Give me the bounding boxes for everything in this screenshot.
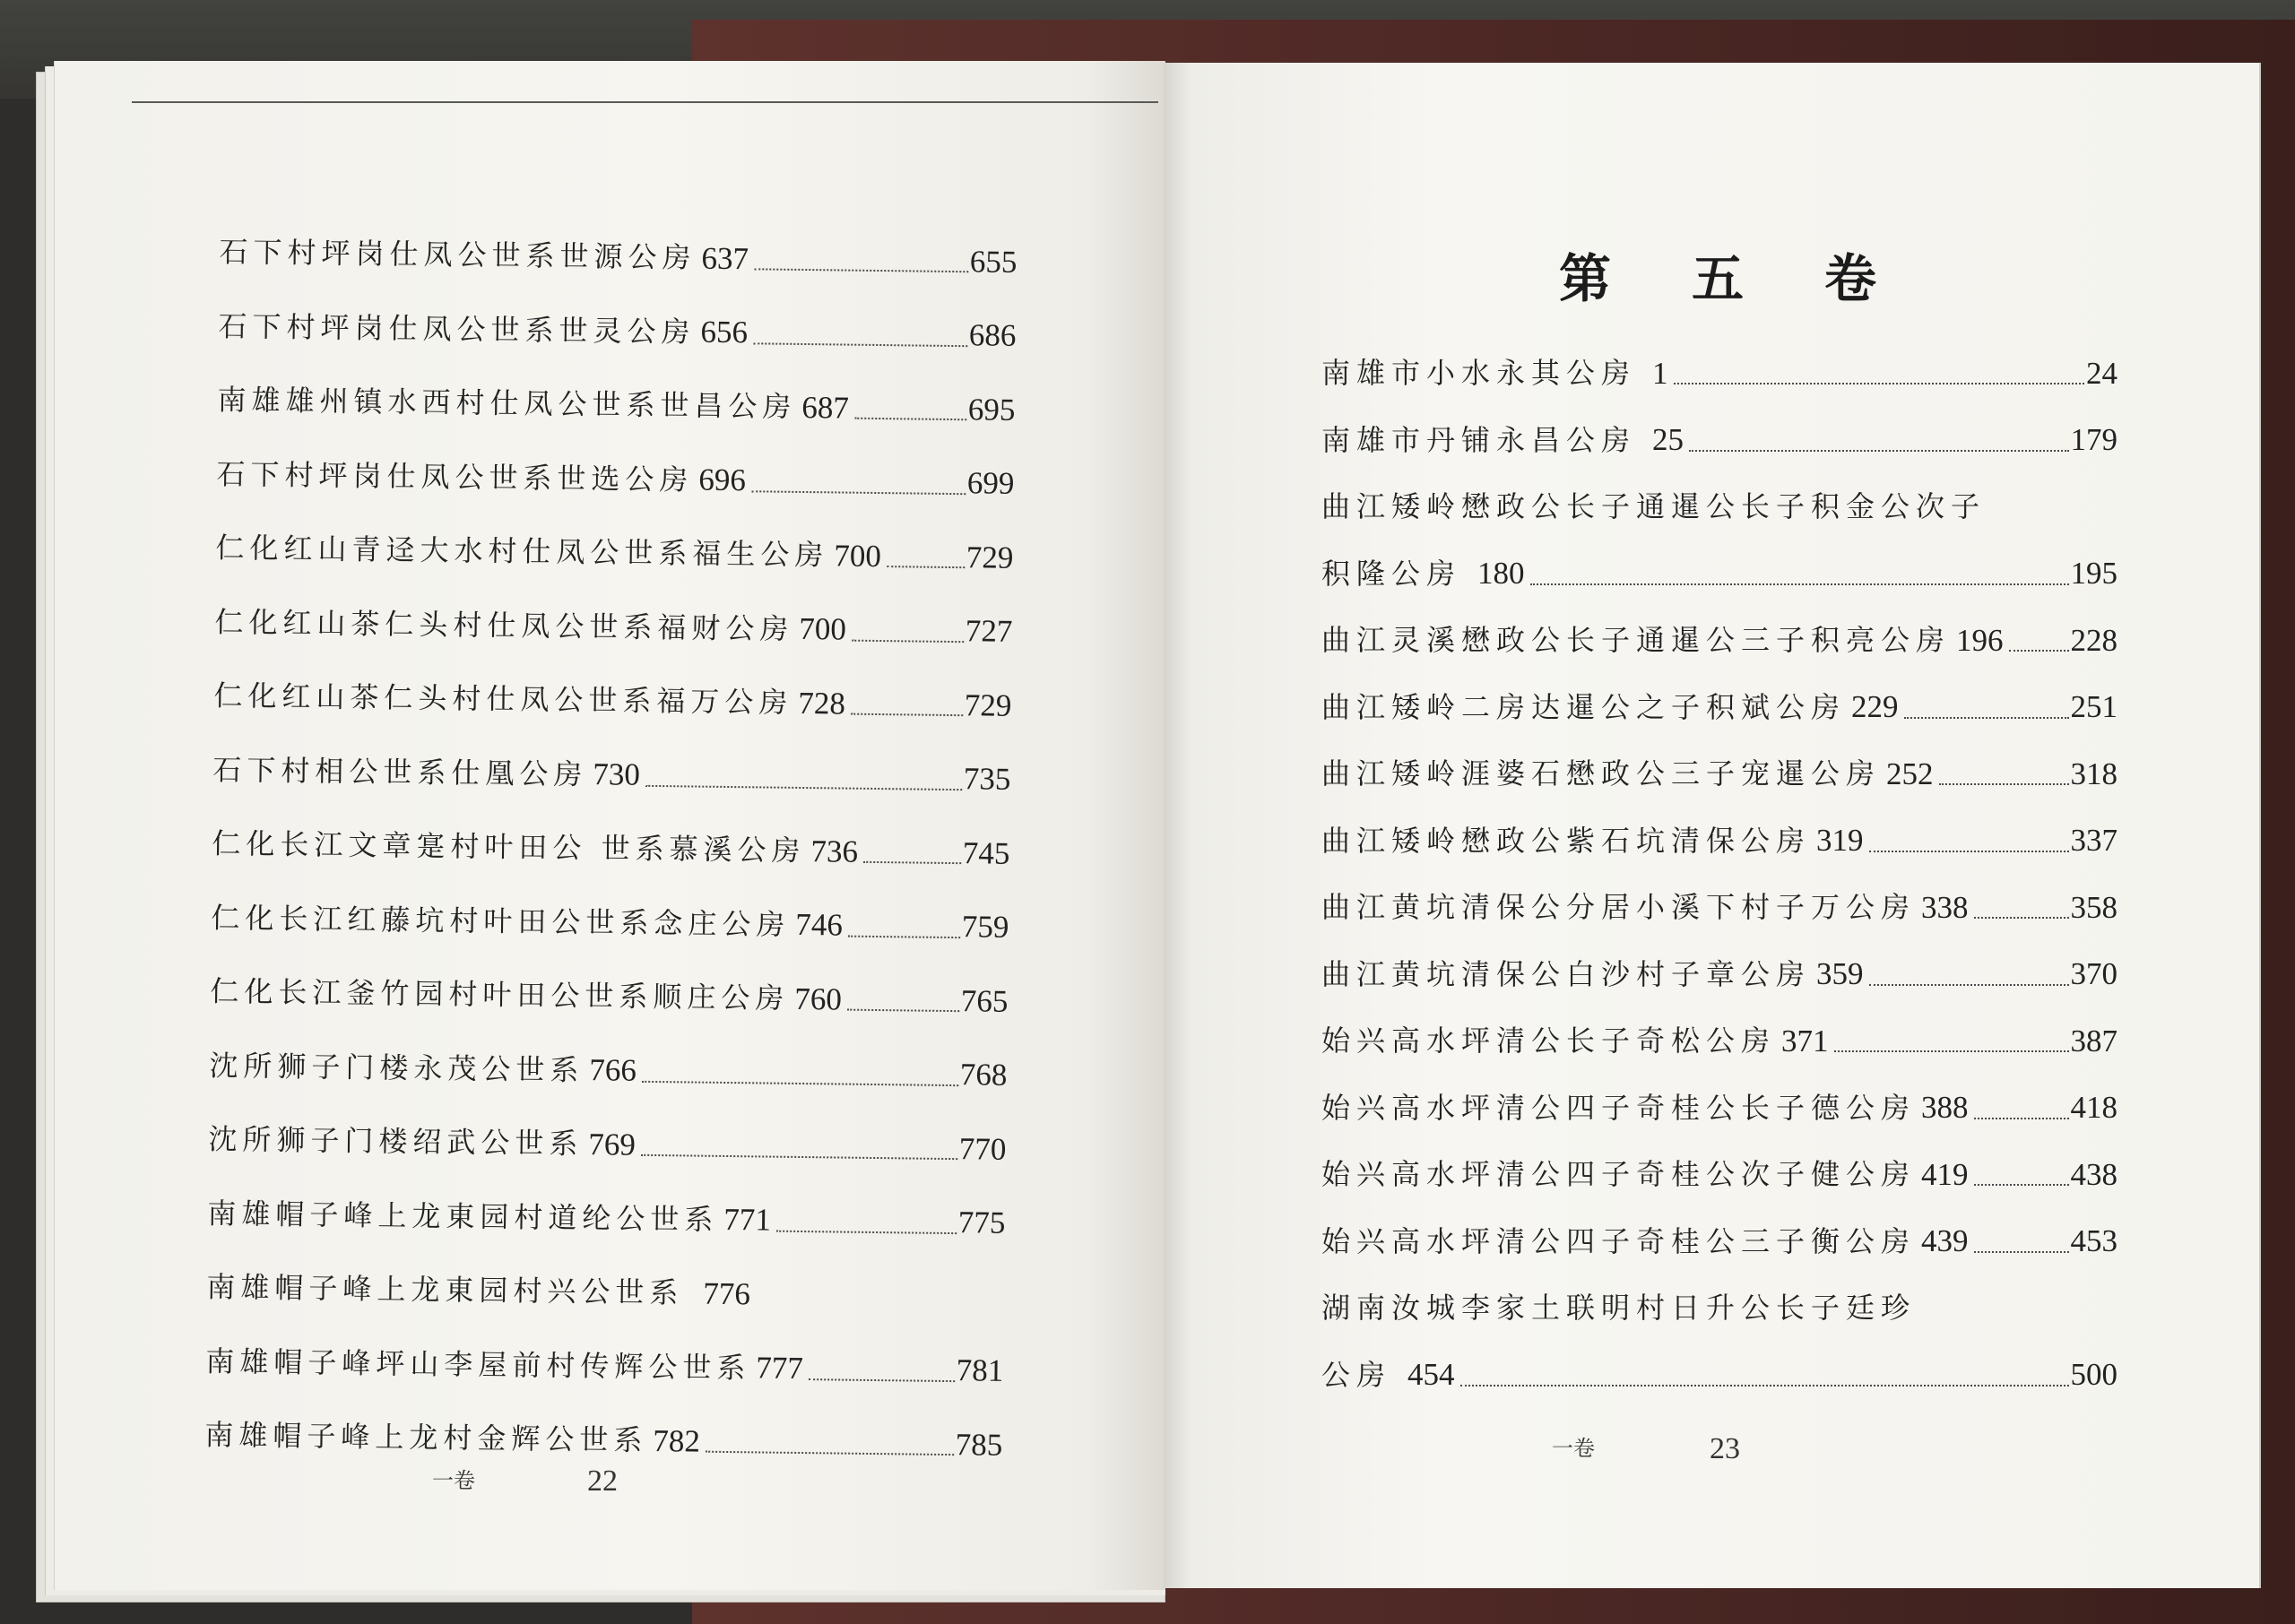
toc-entry-end-page: 418 bbox=[2070, 1090, 2117, 1126]
toc-entry-title: 沈所狮子门楼绍武公世系 bbox=[208, 1122, 584, 1162]
toc-entry-title: 曲江矮岭涯婆石懋政公三子宠暹公房 bbox=[1321, 756, 1882, 791]
toc-entry-start-page: 730 bbox=[593, 756, 641, 793]
toc-entry-end-page: 370 bbox=[2070, 956, 2117, 992]
toc-entry-start-page: 1 bbox=[1652, 355, 1668, 391]
toc-entry-start-page: 736 bbox=[810, 833, 859, 869]
toc-entry-end-page: 745 bbox=[962, 834, 1010, 871]
toc-entry bbox=[1321, 740, 2117, 808]
toc-entry-start-page: 388 bbox=[1921, 1090, 1969, 1126]
toc-entry-start-page: 359 bbox=[1816, 956, 1864, 992]
dot-leader bbox=[1869, 984, 2069, 986]
toc-entry-title: 石下村坪岗仕凤公世系世选公房 bbox=[216, 456, 694, 497]
toc-entry-title: 曲江矮岭懋政公长子通暹公长子积金公次子 bbox=[1321, 489, 1987, 524]
toc-entry bbox=[215, 511, 1014, 594]
toc-entry-end-page: 387 bbox=[2070, 1023, 2117, 1058]
dot-leader bbox=[1834, 1050, 2069, 1052]
toc-entry-end-page: 318 bbox=[2070, 756, 2117, 791]
dot-leader bbox=[847, 1009, 959, 1013]
toc-entry-start-page: 180 bbox=[1477, 556, 1525, 592]
toc-entry-end-page: 727 bbox=[965, 613, 1013, 650]
toc-entry bbox=[208, 1102, 1007, 1186]
dot-leader bbox=[751, 490, 966, 495]
toc-entry-start-page: 439 bbox=[1921, 1223, 1969, 1259]
toc-entry-start-page: 766 bbox=[589, 1052, 637, 1088]
toc-entry-title: 南雄市小水永其公房 bbox=[1321, 356, 1637, 391]
volume-heading: 第五卷 bbox=[1559, 248, 1958, 309]
toc-entry-start-page: 419 bbox=[1921, 1156, 1969, 1192]
toc-entry bbox=[210, 955, 1009, 1038]
toc-entry-start-page: 338 bbox=[1921, 889, 1969, 925]
toc-entry bbox=[1321, 1075, 2117, 1142]
dot-leader bbox=[754, 269, 968, 273]
right-toc-list bbox=[1321, 340, 2117, 1408]
page-footer-volume: 一卷 bbox=[1552, 1436, 1595, 1461]
toc-entry-end-page: 699 bbox=[966, 465, 1015, 502]
toc-entry-start-page: 371 bbox=[1781, 1023, 1829, 1058]
toc-entry bbox=[1321, 607, 2117, 674]
toc-entry bbox=[211, 880, 1009, 963]
toc-entry-start-page: 728 bbox=[798, 685, 846, 721]
toc-entry-start-page: 252 bbox=[1886, 756, 1934, 791]
toc-entry-start-page: 696 bbox=[698, 462, 747, 498]
toc-entry-end-page: 24 bbox=[2086, 355, 2117, 391]
toc-entry-title: 南雄帽子峰上龙東园村道纶公世系 bbox=[207, 1196, 719, 1237]
toc-entry bbox=[206, 1250, 1005, 1334]
toc-entry-end-page: 729 bbox=[966, 539, 1014, 575]
dot-leader bbox=[753, 342, 967, 347]
page-fold-line bbox=[132, 101, 1158, 103]
toc-entry-start-page: 769 bbox=[588, 1126, 637, 1162]
page-footer-volume: 一卷 bbox=[432, 1468, 475, 1493]
toc-entry-title: 仁化长江文章寔村叶田公 世系慕溪公房 bbox=[212, 826, 806, 868]
toc-entry-title: 南雄帽子峰上龙村金辉公世系 bbox=[204, 1418, 648, 1458]
dot-leader bbox=[1974, 917, 2069, 919]
dot-leader bbox=[776, 1230, 957, 1233]
toc-entry-title: 始兴高水坪清公四子奇桂公长子德公房 bbox=[1321, 1090, 1917, 1125]
dot-leader bbox=[852, 639, 964, 643]
toc-entry-title: 湖南汝城李家土联明村日升公长子廷珍 bbox=[1321, 1291, 1917, 1326]
toc-entry-end-page: 358 bbox=[2070, 889, 2117, 925]
toc-entry-end-page: 775 bbox=[957, 1205, 1006, 1241]
toc-entry-title: 仁化红山茶仁头村仕凤公世系福万公房 bbox=[213, 678, 793, 721]
dot-leader bbox=[706, 1451, 954, 1456]
toc-entry bbox=[212, 732, 1011, 816]
toc-entry-title: 石下村坪岗仕凤公世系世灵公房 bbox=[218, 308, 696, 350]
toc-entry-title: 始兴高水坪清公四子奇桂公次子健公房 bbox=[1321, 1157, 1917, 1192]
toc-entry bbox=[214, 584, 1013, 668]
toc-entry-end-page: 770 bbox=[958, 1130, 1007, 1167]
toc-entry-start-page: 776 bbox=[703, 1275, 751, 1312]
dot-leader bbox=[854, 418, 966, 421]
toc-entry bbox=[217, 363, 1016, 446]
toc-entry-end-page: 655 bbox=[969, 243, 1018, 280]
dot-leader bbox=[1869, 851, 2069, 852]
dot-leader bbox=[848, 935, 960, 938]
toc-entry-start-page: 637 bbox=[701, 240, 749, 276]
toc-entry-title: 曲江黄坑清保公白沙村子章公房 bbox=[1321, 956, 1812, 991]
toc-entry-end-page: 765 bbox=[960, 982, 1009, 1019]
dot-leader bbox=[1904, 717, 2069, 719]
page-number: 23 bbox=[1710, 1432, 1740, 1465]
toc-entry bbox=[1321, 340, 2117, 407]
toc-entry-title: 南雄帽子峰坪山李屋前村传辉公世系 bbox=[205, 1343, 751, 1386]
dot-leader bbox=[642, 1081, 958, 1086]
dot-leader bbox=[887, 566, 965, 568]
toc-entry-start-page: 700 bbox=[834, 538, 882, 574]
toc-entry-end-page: 686 bbox=[968, 317, 1017, 354]
toc-entry bbox=[1321, 1342, 2117, 1409]
toc-entry-end-page: 759 bbox=[961, 909, 1009, 946]
dot-leader bbox=[1460, 1385, 2069, 1386]
toc-entry bbox=[1321, 941, 2117, 1008]
toc-entry-start-page: 777 bbox=[756, 1350, 804, 1386]
toc-entry-end-page: 195 bbox=[2070, 556, 2117, 592]
dot-leader bbox=[863, 861, 961, 864]
toc-entry bbox=[212, 807, 1010, 890]
toc-entry-title: 曲江黄坑清保公分居小溪下村子万公房 bbox=[1321, 890, 1917, 925]
toc-entry bbox=[213, 659, 1012, 742]
dot-leader bbox=[1674, 383, 2084, 384]
toc-entry-end-page: 179 bbox=[2070, 422, 2117, 458]
toc-entry-start-page: 319 bbox=[1816, 823, 1864, 859]
toc-entry-start-page: 782 bbox=[653, 1422, 701, 1459]
toc-entry bbox=[209, 1028, 1008, 1111]
toc-entry bbox=[1321, 1141, 2117, 1208]
toc-entry-start-page: 656 bbox=[700, 314, 749, 350]
dot-leader bbox=[1689, 450, 2068, 452]
dot-leader bbox=[1530, 583, 2069, 585]
dot-leader bbox=[809, 1378, 955, 1382]
toc-entry-title-continued: 公房 bbox=[1321, 1357, 1392, 1392]
toc-entry bbox=[205, 1324, 1004, 1407]
toc-entry-end-page: 785 bbox=[955, 1426, 1003, 1463]
toc-entry-end-page: 768 bbox=[959, 1057, 1008, 1093]
toc-entry bbox=[1321, 540, 2117, 608]
toc-entry-start-page: 196 bbox=[1956, 622, 2004, 658]
toc-entry-start-page: 746 bbox=[795, 907, 844, 943]
toc-entry-title: 南雄雄州镇水西村仕凤公世系世昌公房 bbox=[217, 383, 797, 425]
dot-leader bbox=[1974, 1184, 2069, 1186]
dot-leader bbox=[641, 1154, 957, 1160]
toc-entry-start-page: 454 bbox=[1407, 1357, 1455, 1393]
toc-entry-title: 南雄市丹铺永昌公房 bbox=[1321, 422, 1637, 457]
toc-entry bbox=[1321, 874, 2117, 941]
toc-entry bbox=[216, 436, 1015, 520]
toc-entry-end-page: 251 bbox=[2070, 689, 2117, 725]
left-toc-list bbox=[204, 215, 1018, 1481]
toc-entry bbox=[1321, 674, 2117, 741]
dot-leader bbox=[645, 785, 962, 790]
toc-entry bbox=[1321, 808, 2117, 875]
toc-entry-end-page: 735 bbox=[963, 761, 1011, 798]
toc-entry-title: 沈所狮子门楼永茂公世系 bbox=[209, 1048, 585, 1087]
toc-entry-line bbox=[1321, 1274, 2117, 1342]
toc-entry-end-page: 228 bbox=[2070, 622, 2117, 658]
toc-entry-end-page: 453 bbox=[2070, 1223, 2117, 1259]
toc-entry-title: 仁化长江釜竹园村叶田公世系顺庄公房 bbox=[210, 974, 790, 1016]
toc-entry-title: 石下村坪岗仕凤公世系世源公房 bbox=[219, 235, 697, 275]
toc-entry bbox=[218, 289, 1017, 372]
toc-entry-start-page: 771 bbox=[723, 1202, 772, 1238]
toc-entry-end-page: 438 bbox=[2070, 1156, 2117, 1192]
toc-entry-title: 南雄帽子峰上龙東园村兴公世系 bbox=[206, 1270, 684, 1310]
toc-entry bbox=[1321, 1007, 2117, 1075]
toc-entry bbox=[1321, 1208, 2117, 1275]
toc-entry-title: 曲江矮岭二房达暹公之子积斌公房 bbox=[1321, 689, 1847, 724]
toc-entry-end-page: 729 bbox=[964, 687, 1012, 723]
page-number: 22 bbox=[587, 1464, 618, 1498]
toc-entry-title: 曲江矮岭懋政公紫石坑清保公房 bbox=[1321, 823, 1812, 858]
toc-entry bbox=[1321, 407, 2117, 474]
dot-leader bbox=[1939, 783, 2069, 785]
toc-entry bbox=[219, 215, 1018, 298]
toc-entry-title: 仁化红山茶仁头村仕凤公世系福财公房 bbox=[214, 604, 794, 646]
toc-entry-line bbox=[1321, 473, 2117, 540]
toc-entry-start-page: 700 bbox=[799, 611, 847, 647]
toc-entry-title: 石下村相公世系仕凰公房 bbox=[212, 752, 588, 791]
toc-entry-title-continued: 积隆公房 bbox=[1321, 556, 1462, 591]
dot-leader bbox=[1974, 1251, 2069, 1253]
toc-entry-title: 始兴高水坪清公四子奇桂公三子衡公房 bbox=[1321, 1223, 1917, 1258]
toc-entry-start-page: 687 bbox=[801, 389, 850, 426]
toc-entry-start-page: 229 bbox=[1851, 689, 1899, 725]
toc-entry bbox=[207, 1176, 1006, 1259]
toc-entry-end-page: 781 bbox=[956, 1352, 1004, 1389]
dot-leader bbox=[1974, 1118, 2069, 1119]
dot-leader bbox=[851, 713, 963, 717]
toc-entry-end-page: 695 bbox=[967, 391, 1016, 428]
toc-entry-start-page: 760 bbox=[794, 980, 843, 1017]
toc-entry-title: 仁化红山青迳大水村仕凤公世系福生公房 bbox=[215, 531, 829, 573]
toc-entry-title: 仁化长江红藤坑村叶田公世系念庄公房 bbox=[211, 900, 791, 942]
dot-leader bbox=[2009, 650, 2069, 652]
toc-entry-title: 始兴高水坪清公长子奇松公房 bbox=[1321, 1024, 1777, 1058]
toc-entry-end-page: 500 bbox=[2070, 1357, 2117, 1393]
toc-entry-end-page: 337 bbox=[2070, 823, 2117, 859]
toc-entry-start-page: 25 bbox=[1652, 422, 1684, 458]
toc-entry-title: 曲江灵溪懋政公长子通暹公三子积亮公房 bbox=[1321, 623, 1952, 658]
